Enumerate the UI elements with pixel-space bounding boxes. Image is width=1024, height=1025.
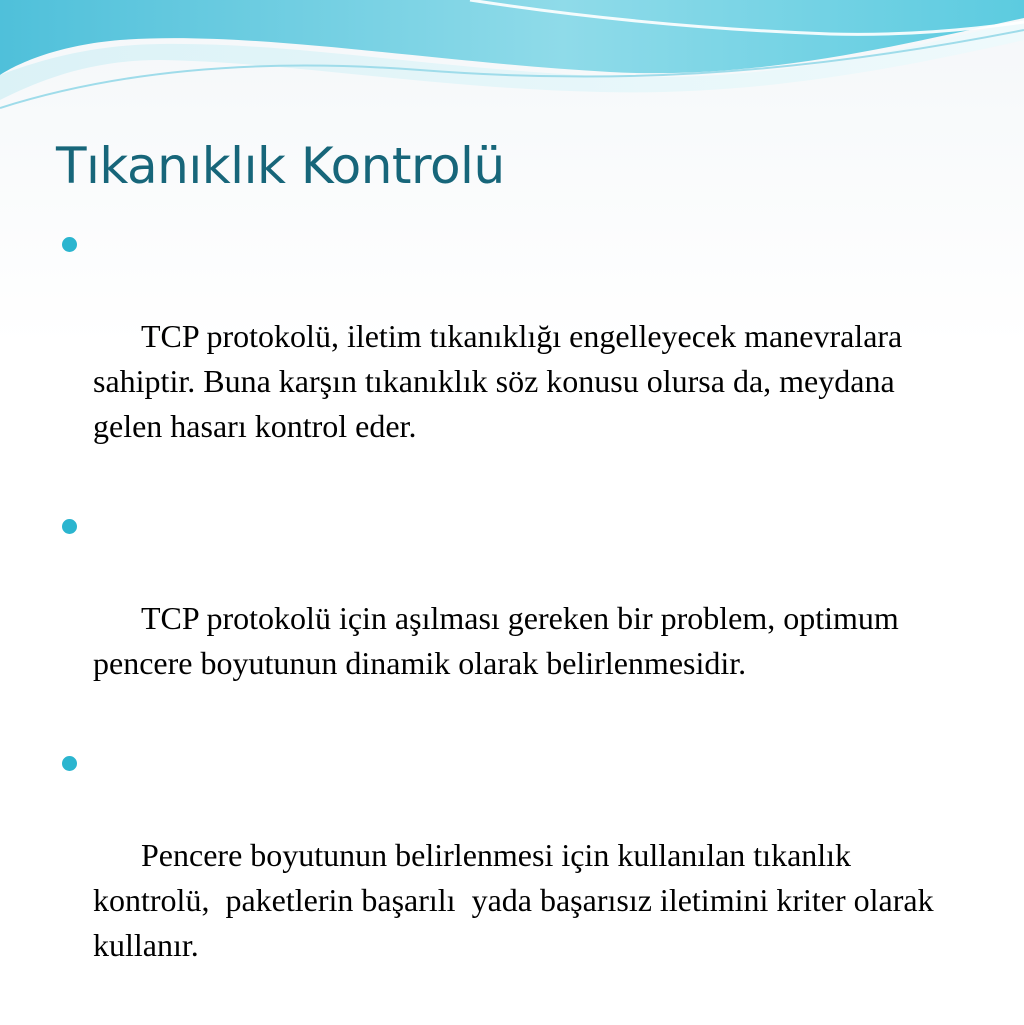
bullet-text: TCP protokolü için aşılması gereken bir problem, optimum pencere boyutunun dinamik olarak belirlenmesidir. (93, 600, 907, 681)
bullet-item (60, 743, 960, 1013)
slide-title: Tıkanıklık Kontrolü (56, 137, 505, 195)
bullet-text: TCP protokolü, iletim tıkanıklığı engelleyecek manevralara sahiptir. Buna karşın tıkanıklık söz konusu olursa da, meydana gelen hasarı kontrol eder. (93, 318, 911, 444)
bullet-item (60, 224, 960, 494)
bullet-list (60, 224, 960, 1025)
bullet-text: Pencere boyutunun belirlenmesi için kullanılan tıkanlık kontrolü, paketlerin başarılı yada başarısız iletimini kriter olarak kullanır. (93, 837, 942, 963)
bullet-dot-icon (62, 519, 77, 534)
bullet-item (60, 506, 960, 731)
bullet-dot-icon (62, 237, 77, 252)
decorative-header-wave (0, 0, 1024, 120)
bullet-dot-icon (62, 756, 77, 771)
